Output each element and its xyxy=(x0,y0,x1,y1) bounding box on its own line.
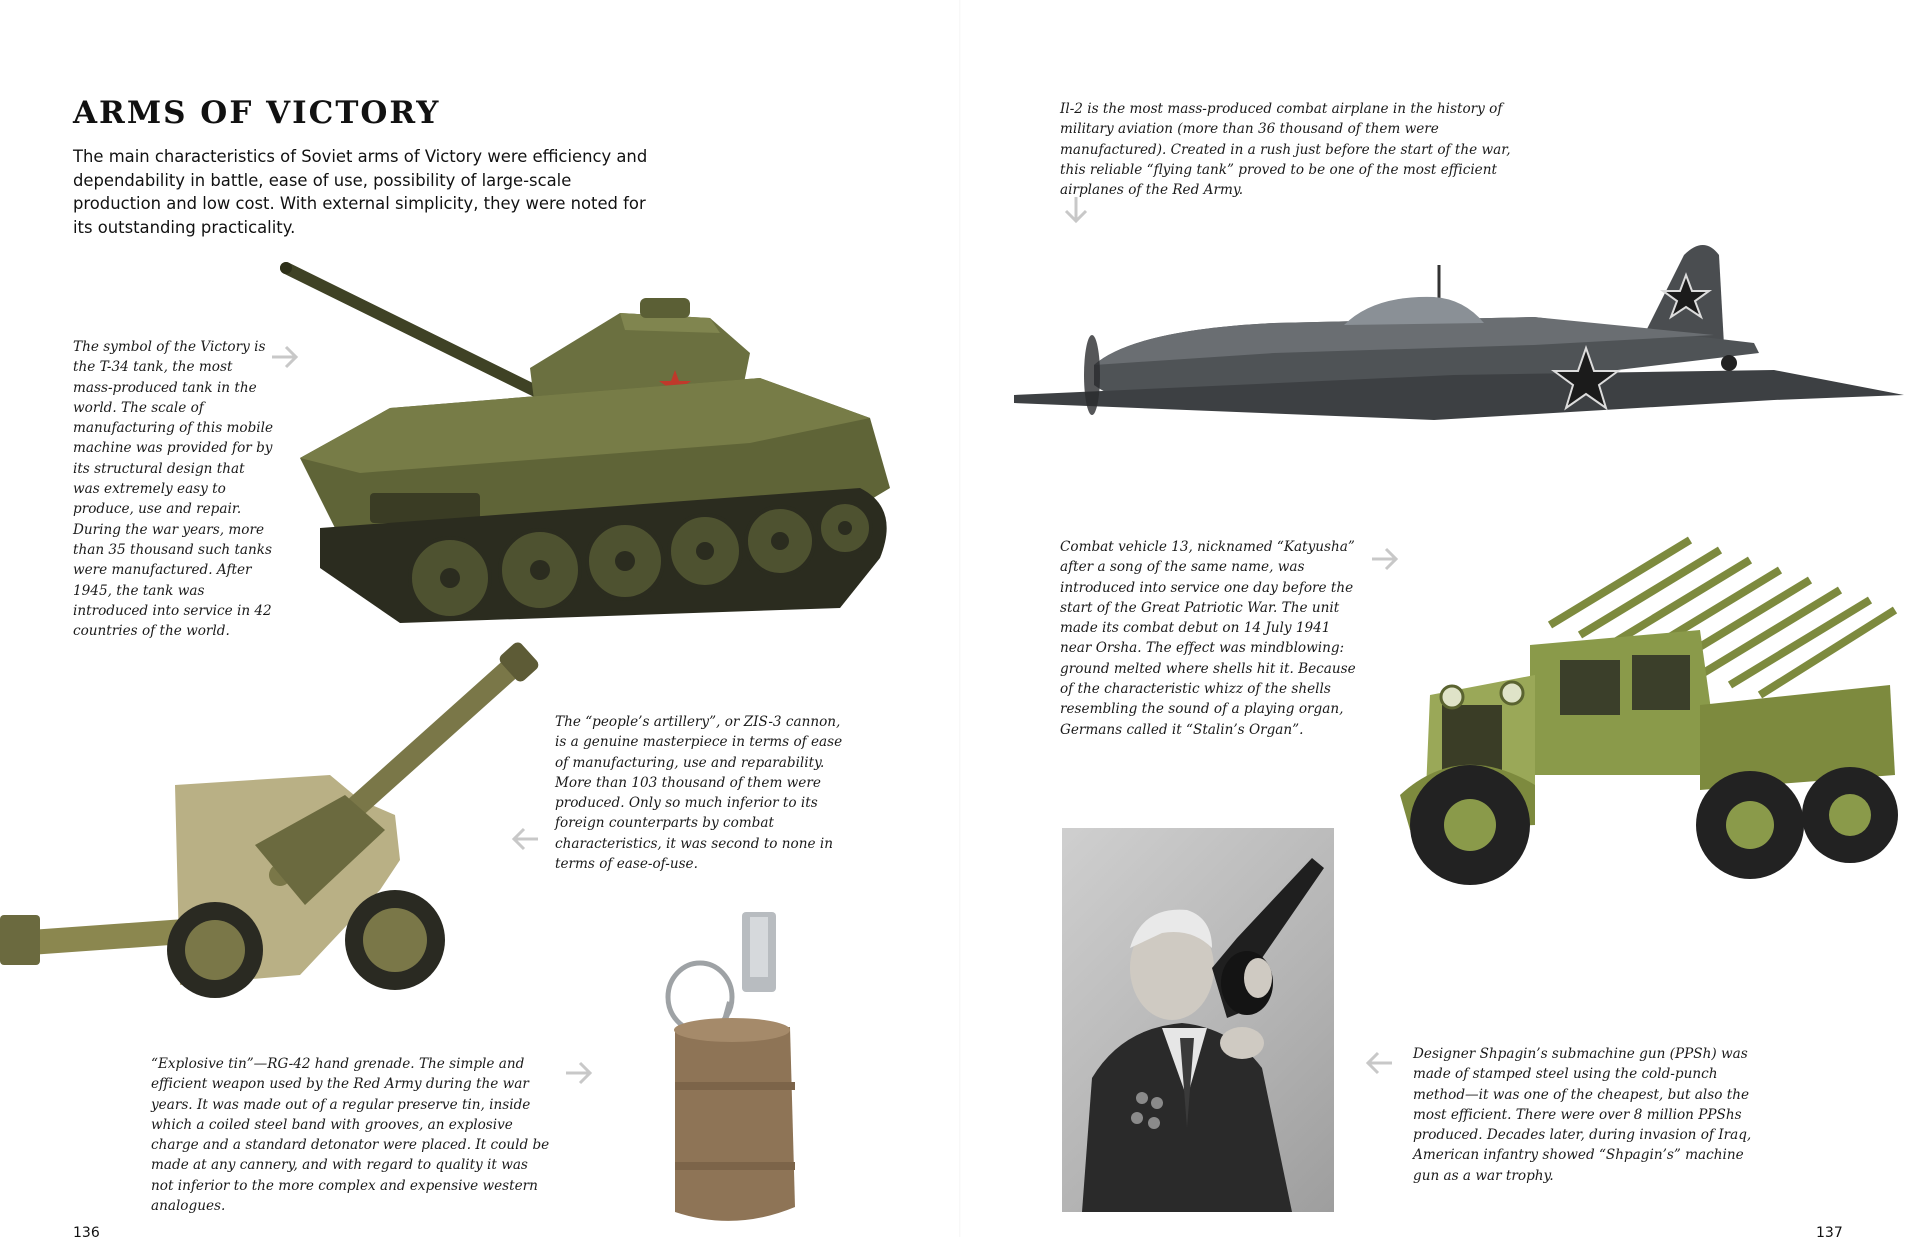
katyusha-truck-image xyxy=(1400,525,1900,910)
il2-caption: Il-2 is the most mass-produced combat airplane in the history of military aviation (more than 36 thousand of them were manufactured). Created in a rush just before the start of the war, this reliable “flying tank” proved to be one of the most efficient airplanes of the Red Army. xyxy=(1060,101,1511,199)
zis3-cannon-image xyxy=(0,645,540,1015)
rg42-caption: “Explosive tin”—RG-42 hand grenade. The simple and efficient weapon used by the Red Army during the war years. It was made out of a regular preserve tin, inside which a coiled steel band with grooves, an explosive charge and a standard detonator were placed. It could be made at any cannery, and with regard to quality it was not inferior to the more complex and expensive western analogues. xyxy=(151,1056,550,1215)
arrow-down-icon xyxy=(1059,193,1093,227)
intro-paragraph: The main characteristics of Soviet arms of Victory were efficiency and dependability in battle, ease of use, possibility of large-scale production and low cost. With external simplicity, they were noted for its outstanding practicality. xyxy=(73,147,648,237)
page-number-right: 137 xyxy=(1816,1225,1843,1237)
t34-caption: The symbol of the Victory is the T-34 tank, the most mass-produced tank in the world. The scale of manufacturing of this mobile machine was provided for by its structural design that was extremely easy to produce, use and repair. During the war years, more than 35 thousand such tanks were manufactured. After 1945, the tank was introduced into service in 42 countries of the world. xyxy=(73,339,274,640)
page-title: ARMS OF VICTORY xyxy=(73,95,441,131)
arrow-right-icon xyxy=(1368,542,1402,576)
arrow-left-icon xyxy=(508,822,542,856)
zis3-caption: The “people’s artillery”, or ZIS-3 cannon, is a genuine masterpiece in terms of ease of manufacturing, use and reparability. More than 103 thousand of them were produced. Only so much inferior to its foreign counterparts by combat characteristics, it was second to none in terms of ease-of-use. xyxy=(555,714,843,873)
shpagin-portrait-photo xyxy=(1062,828,1334,1212)
ppsh-caption: Designer Shpagin’s submachine gun (PPSh) was made of stamped steel using the cold-punch method—it was one of the cheapest, but also the most efficient. There were over 8 million PPShs produced. Decades later, during invasion of Iraq, American infantry showed “Shpagin’s” machine gun as a war trophy. xyxy=(1413,1046,1752,1184)
rg42-grenade-image xyxy=(660,912,800,1232)
il2-airplane-image xyxy=(1014,235,1904,460)
t34-tank-image xyxy=(280,258,890,628)
arrow-right-icon xyxy=(268,340,302,374)
page-gutter xyxy=(959,0,961,1237)
arrow-left-icon xyxy=(1362,1046,1396,1080)
page-number-left: 136 xyxy=(73,1225,100,1237)
arrow-right-icon xyxy=(562,1056,596,1090)
katyusha-caption: Combat vehicle 13, nicknamed “Katyusha” after a song of the same name, was introduced into service one day before the start of the Great Patriotic War. The unit made its combat debut on 14 July 1941 near Orsha. The effect was mindblowing: ground melted where shells hit it. Because of the characteristic whizz of the shells resembling the sound of a playing organ, Germans called it “Stalin’s Organ”. xyxy=(1060,539,1356,738)
